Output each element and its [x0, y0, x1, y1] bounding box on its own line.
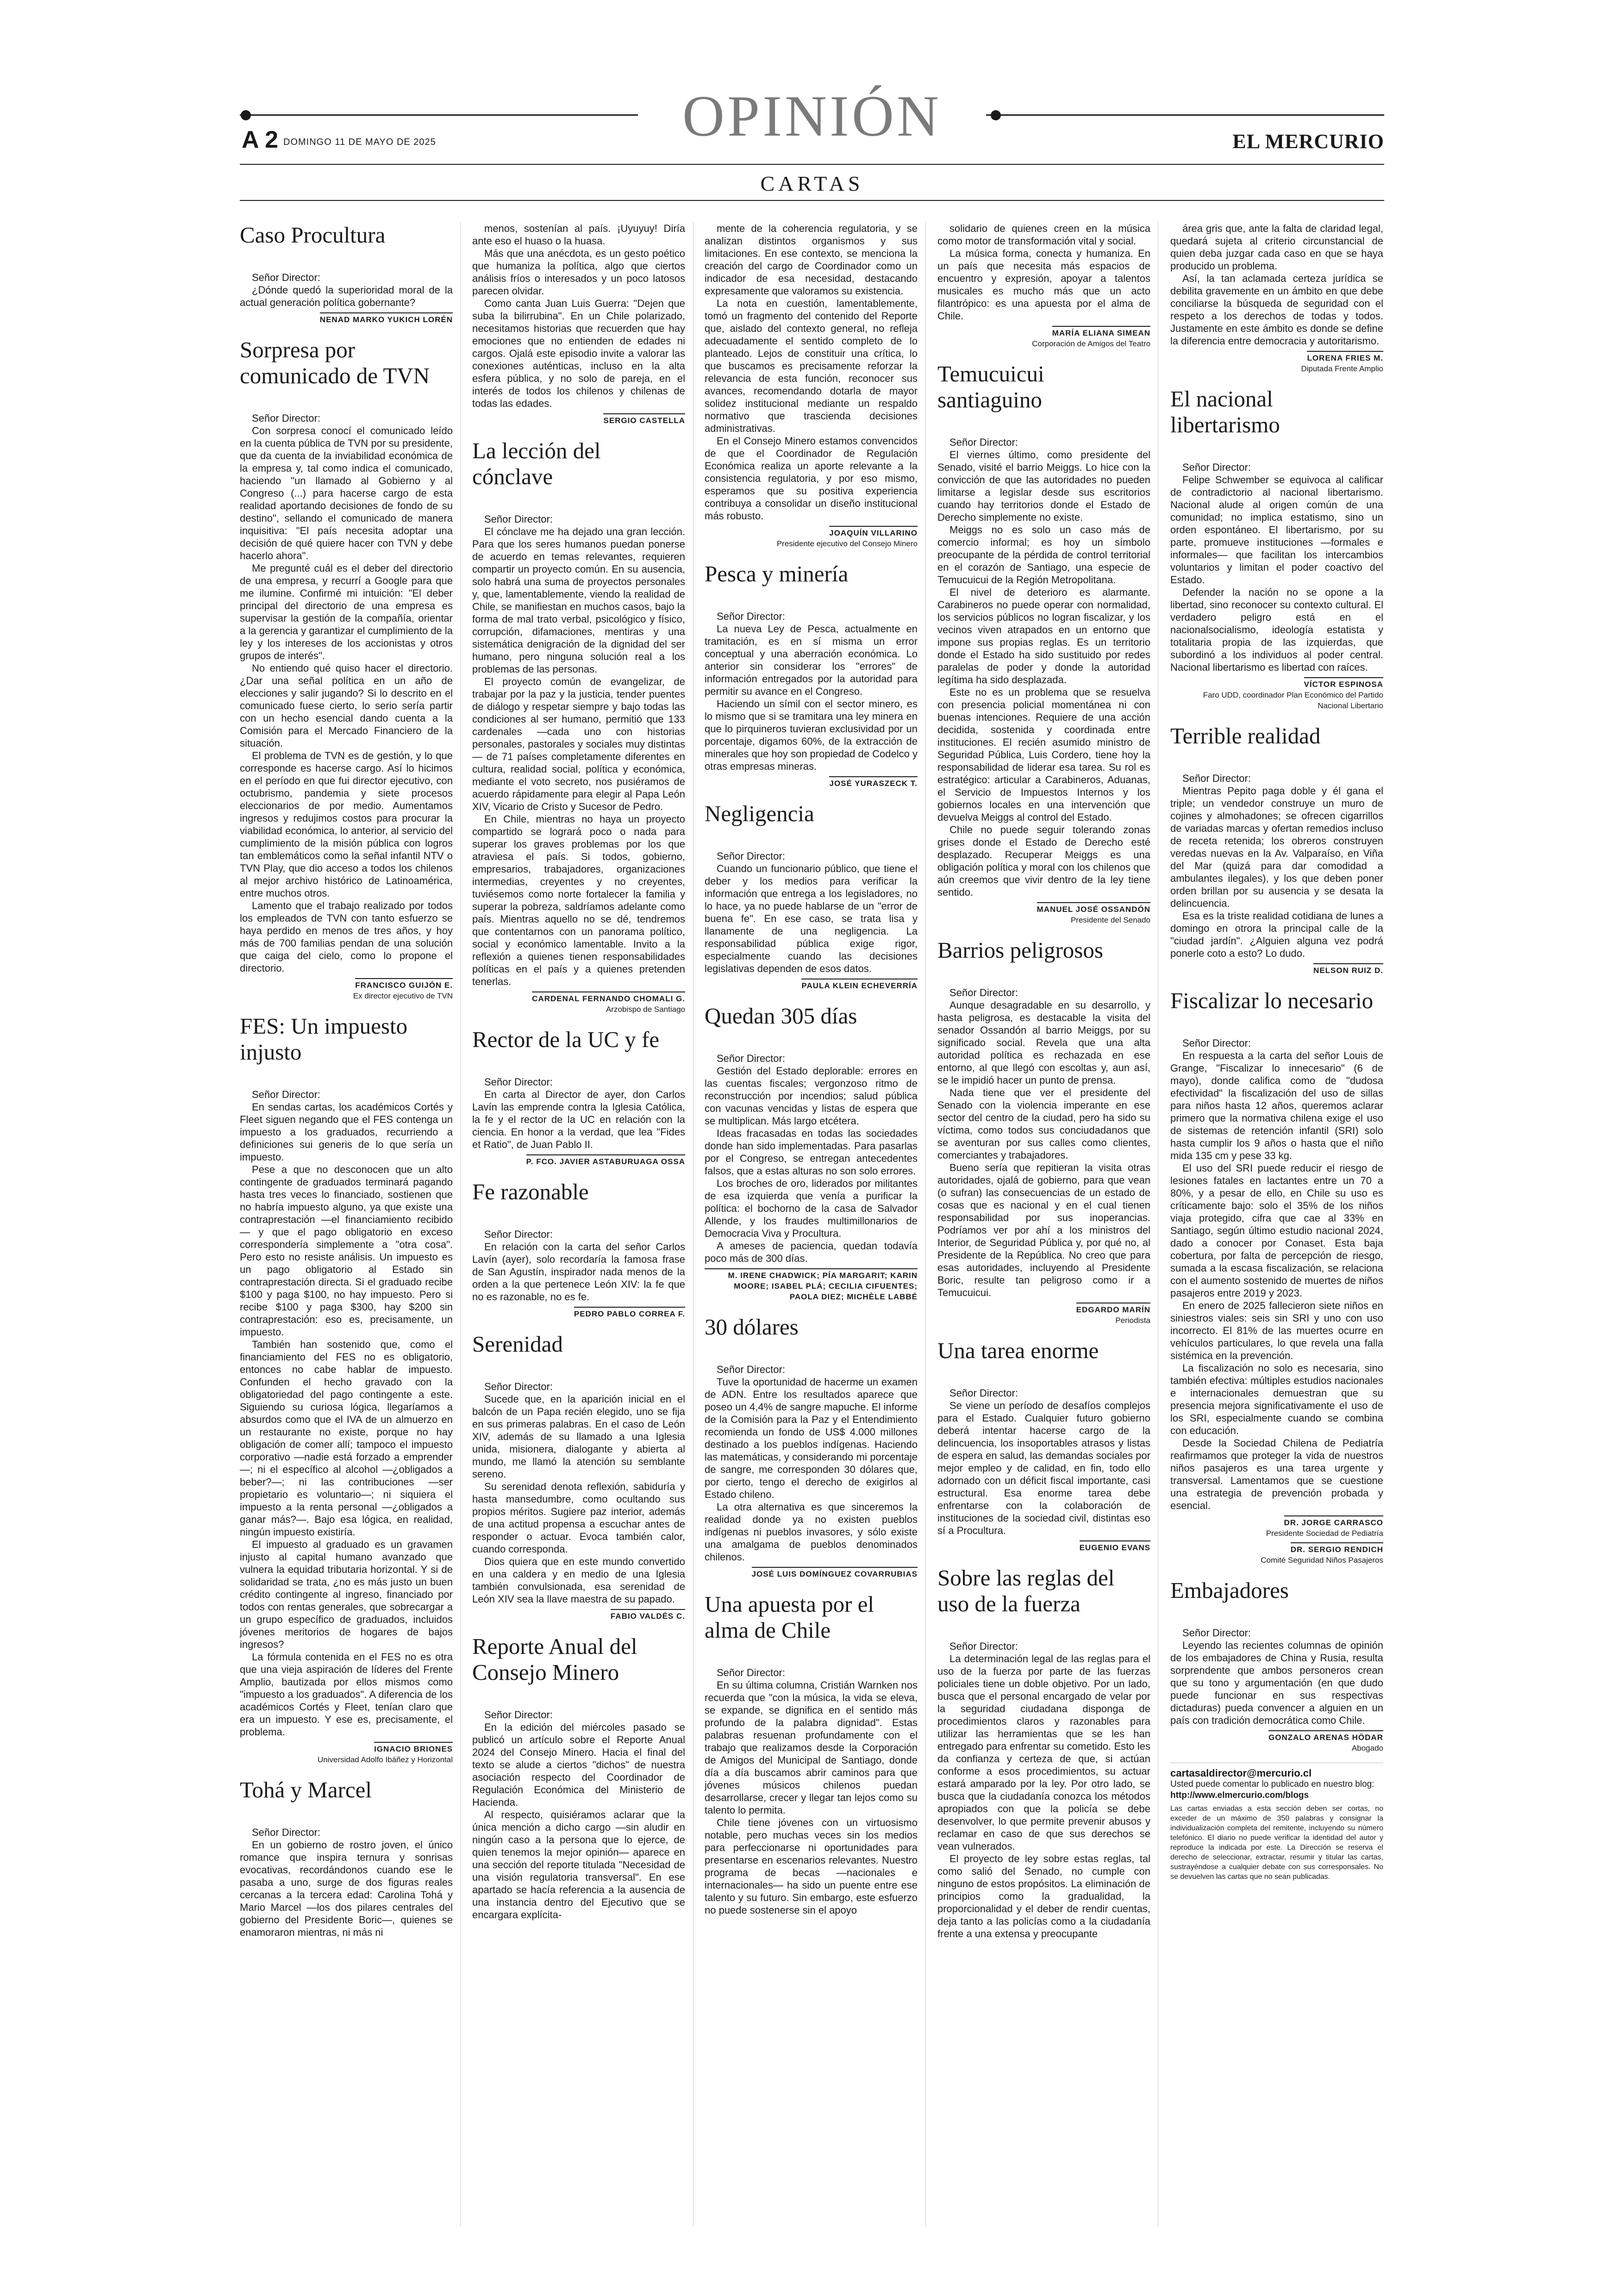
letter-signature: NENAD MARKO YUKICH LORÉN	[320, 312, 453, 325]
letter-signature-role: Periodista	[1115, 1316, 1150, 1325]
letter-paragraph: Chile tiene jóvenes con un virtuosismo notable, pero muchas veces sin los medios para perfeccionarse ni oportunidades para presentarse en escenarios relevantes. Nuestro programa de becas —nacionales e internacionales— ha sido un puente entre ese talento y su futuro. Sin embargo, este esfuerzo no puede sostenerse sin el apoyo	[705, 1817, 918, 1916]
letter-paragraph: El proyecto de ley sobre estas reglas, tal como salió del Senado, no cumple con ninguno de estos propósitos. La eliminación de principios como la gradualidad, la proporcionalidad y el deber de rendir cuentas, deja tanto a las policías como a la ciudadanía frente a una extensa y preocupante	[937, 1853, 1150, 1940]
subsection-rule-bottom	[240, 200, 1384, 201]
letter-signature-block	[937, 1303, 1150, 1326]
letter-salutation: Señor Director:	[1182, 773, 1251, 784]
letter-signature: EDGARDO MARÍN	[1076, 1303, 1150, 1315]
subsection-rule-top	[240, 164, 1384, 165]
letter	[937, 1565, 1150, 1940]
letter-title: Reporte Anual del Consejo Minero	[472, 1634, 637, 1685]
letter-paragraph: En Chile, mientras no haya un proyecto compartido se logrará poco o nada para superar los graves problemas por los que atraviesa el país. Si todos, gobierno, empresarios, trabajadores, organizaciones intermedias, creyentes y no creyentes, tuviésemos como norte fortalecer la familia y superar la pobreza, saldríamos adelante como país. Mientras aquello no se dé, tendremos que contentarnos con un panorama político, social y económico lamentable. Invito a la reflexión a quienes tienen responsabilidades políticas en el país y a quienes pretenden tenerlas.	[472, 813, 685, 987]
letter-signature-block	[472, 1307, 685, 1319]
letter-signature-block	[705, 776, 918, 789]
header-rule-right	[986, 114, 1384, 116]
letter-title: Sobre las reglas del uso de la fuerza	[937, 1565, 1115, 1616]
letter-title: Quedan 305 días	[705, 1003, 857, 1029]
letter-paragraph: El cónclave me ha dejado una gran lección. Para que los seres humanos puedan ponerse de acuerdo en temas relevantes, requieren compartir un proyecto común. En su ausencia, solo habrá una suma de proyectos personales y, que, lamentablemente, viendo la realidad de Chile, se manifiestan en muchos casos, bajo la forma de mal trato verbal, psicológico y físico, corrupción, difamaciones, mentiras y una sistemática denigración de la dignidad del ser humano, pero ninguna solución real a los problemas de las personas.	[472, 526, 685, 675]
letter-paragraph: El viernes último, como presidente del Senado, visité el barrio Meiggs. Lo hice con la convicción de que las autoridades no pueden limitarse a legislar desde sus escritorios cuando hay territorios donde el Estado de Derecho simplemente no existe.	[937, 449, 1150, 523]
contact-email[interactable]: cartasaldirector@mercurio.cl	[1170, 1767, 1312, 1779]
issue-date: DOMINGO 11 DE MAYO DE 2025	[283, 137, 436, 147]
letter-salutation: Señor Director:	[717, 611, 785, 622]
letter-paragraph: La fiscalización no solo es necesaria, sino también efectiva: múltiples estudios nacionales e internacionales demuestran que su presencia mejora significativamente el uso de los SRI, especialmente cuando se combina con educación.	[1170, 1362, 1383, 1436]
letter	[240, 1777, 453, 1939]
letter-signature-role: Presidente Sociedad de Pediatría	[1266, 1529, 1383, 1538]
letter	[472, 222, 685, 426]
letter-paragraph: El nivel de deterioro es alarmante. Carabineros no puede operar con normalidad, los servicios públicos no logran fiscalizar, y los vecinos viven atrapados en un entorno que impone sus propias reglas. Es un territorio donde el Estado ha sido sustituido por redes paralelas de poder y donde la autoridad legítima ha sido desplazada.	[937, 586, 1150, 686]
page-number: A 2	[242, 126, 278, 153]
letter-paragraph: En enero de 2025 fallecieron siete niños en siniestros viales: seis sin SRI y uno con uso incorrecto. El 81% de las muertes ocurre en vehículos particulares, lo que revela una falla sistémica en la prevención.	[1170, 1300, 1383, 1361]
letter	[705, 561, 918, 789]
letter-signature: JOSÉ YURASZECK T.	[829, 776, 918, 789]
letter-paragraph: En sendas cartas, los académicos Cortés y Fleet siguen negando que el FES contenga un impuesto a los graduados, recurriendo a definiciones sui generis de lo que sería un impuesto.	[240, 1101, 453, 1163]
letter-signature: LORENA FRIES M.	[1307, 351, 1383, 363]
letter-title: Tohá y Marcel	[240, 1777, 372, 1802]
letter	[240, 222, 453, 325]
letter-signature: P. FCO. JAVIER ASTABURUAGA OSSA	[526, 1154, 685, 1167]
letter-signature-block	[705, 1268, 918, 1302]
letter-paragraph: Defender la nación no se opone a la libertad, sino reconocer su contexto cultural. El verdadero peligro está en el nacionalsocialismo, ideología estatista y totalitaria propia de las izquierdas, que subordinó a los individuos al poder central. Nacional libertarismo es libertad con raíces.	[1170, 586, 1383, 673]
column-divider	[925, 222, 926, 2226]
letter-paragraph: La fórmula contenida en el FES no es otra que una vieja aspiración de líderes del Frente Amplio, bautizada por ellos mismos como "impuesto a los graduados". A diferencia de los académicos Cortés y Fleet, tenían claro que era un impuesto. Y ese es, precisamente, el problema.	[240, 1651, 453, 1738]
letter-signature: FABIO VALDÉS C.	[611, 1609, 685, 1621]
letter-paragraph: Se viene un período de desafíos complejos para el Estado. Cualquier futuro gobierno deberá intentar hacerse cargo de la delincuencia, los insoportables atrasos y listas de espera en salud, las demandas sociales por mejor empleo y de calidad, en fin, todo ello adornado con un déficit fiscal importante, casi estructural. Esa enorme tarea debe enfrentarse con la colaboración de instituciones de la sociedad civil, distintas eso sí a Procultura.	[937, 1400, 1150, 1536]
letter-paragraph: En carta al Director de ayer, don Carlos Lavín las emprende contra la Iglesia Católica, la fe y el rector de la UC en relación con la ciencia. En honor a la verdad, que lea "Fides et Ratio", de Juan Pablo II.	[472, 1089, 685, 1150]
letter-paragraph: solidario de quienes creen en la música como motor de transformación vital y social.	[937, 223, 1150, 247]
letter-title: Sorpresa por comunicado de TVN	[240, 337, 430, 388]
letter-salutation: Señor Director:	[252, 1089, 320, 1100]
letter	[472, 438, 685, 1015]
letter	[705, 1314, 918, 1579]
letter-signature-block	[937, 326, 1150, 349]
letter-signature-role: Corporación de Amigos del Teatro	[1032, 339, 1150, 348]
letter	[705, 222, 918, 549]
letter-salutation: Señor Director:	[252, 412, 320, 424]
letter-signature: CARDENAL FERNANDO CHOMALI G.	[532, 992, 685, 1004]
letter	[1170, 386, 1383, 711]
contact-blog-line: Usted puede comentar lo publicado en nuestro blog:	[1170, 1779, 1374, 1789]
letter-signature-block	[1170, 351, 1383, 374]
letter-title: Pesca y minería	[705, 561, 849, 586]
subsection-title: CARTAS	[760, 172, 864, 195]
header-dot-right	[991, 110, 1001, 120]
letter-signature-block	[1170, 1515, 1383, 1539]
contact-box	[1170, 1763, 1383, 1882]
letter-paragraph: Aunque desagradable en su desarrollo, y hasta peligrosa, es destacable la visita del senador Ossandón al barrio Meiggs, por su significado social. Revela que una alta autoridad política es rechazada en ese entorno, al que llegó con escoltas y, aun así, se le impidió hacer un punto de prensa.	[937, 999, 1150, 1086]
section-title: OPINIÓN	[682, 84, 942, 149]
letter	[240, 1013, 453, 1765]
letter-paragraph: ¿Dónde quedó la superioridad moral de la actual generación política gobernante?	[240, 284, 453, 308]
letter-salutation: Señor Director:	[484, 513, 553, 525]
letter	[1170, 222, 1383, 374]
letter-title: Una apuesta por el alma de Chile	[705, 1591, 874, 1643]
letter-signature-role: Comité Seguridad Niños Pasajeros	[1261, 1556, 1383, 1565]
letter-signature-block	[472, 1609, 685, 1621]
letter-salutation: Señor Director:	[949, 437, 1018, 448]
letter-salutation: Señor Director:	[949, 1387, 1018, 1399]
column-divider	[460, 222, 461, 2226]
letter-title: Terrible realidad	[1170, 723, 1321, 748]
letter-signature: SERGIO CASTELLA	[603, 413, 685, 426]
letter-paragraph: La música forma, conecta y humaniza. En un país que necesita más espacios de encuentro y expresión, apoyar a talentos musicales es mucho más que un acto filantrópico: es una apuesta por el alma de Chile.	[937, 248, 1150, 322]
letter-paragraph: Su serenidad denota reflexión, sabiduría y hasta mansedumbre, como ocultando sus propios méritos. Sugiere paz interior, además de una actitud propensa a escuchar antes de responder o actuar. Evoca también calor, cuando corresponda.	[472, 1481, 685, 1555]
letter-title: Temucuicui santiaguino	[937, 361, 1044, 412]
letter-paragraph: Con sorpresa conocí el comunicado leído en la cuenta pública de TVN por su presidente, que da cuenta de la inviabilidad económica de la empresa y, tal como indica el comunicado, haciendo "un llamado al Gobierno y al Congreso (...) para hacerse cargo de esta realidad aportando decisiones de fondo de su destino", sellando el comunicado de manera inquisitiva: "El país necesita adoptar una decisión de qué quiere hacer con TVN y debe hacerlo ahora".	[240, 425, 453, 561]
letter	[472, 1634, 685, 1921]
letter-signature-block	[705, 526, 918, 549]
letter-title: Serenidad	[472, 1331, 563, 1357]
letter-signature-block	[937, 1540, 1150, 1553]
letter-title: FES: Un impuesto injusto	[240, 1013, 408, 1065]
letter-paragraph: La otra alternativa es que sinceremos la realidad donde ya no existen pueblos indígenas ni pueblos invasores, y sólo existe una amalgama de pueblos denominados chilenos.	[705, 1501, 918, 1563]
letter-signature-role: Presidente ejecutivo del Consejo Minero	[776, 539, 918, 548]
letter-signature: GONZALO ARENAS HÖDAR	[1268, 1730, 1383, 1743]
letter-paragraph: Felipe Schwember se equivoca al calificar de contradictorio al nacional libertarismo. Nacional alude al origen común de una comunidad; no implica estatismo, sino un orden espontáneo. El libertarismo, por su parte, promueve instituciones —formales e informales— que facilitan los intercambios voluntarios y limitan el poder coactivo del Estado.	[1170, 474, 1383, 586]
letter-signature-block	[472, 992, 685, 1015]
letter-salutation: Señor Director:	[1182, 1037, 1251, 1049]
letter-salutation: Señor Director:	[484, 1229, 553, 1240]
letter-paragraph: Pese a que no desconocen que un alto contingente de graduados terminará pagando hasta tres veces lo financiado, sostienen que no habría impuesto alguno, ya que existe una contraprestación —el financiamiento recibido— y que el pago obligatorio en exceso correspondería simplemente a "otra cosa". Pero esto no resiste análisis. Un impuesto es un pago obligatorio al Estado sin contraprestación directa. Si el graduado recibe $100 y paga $100, no hay impuesto. Pero si recibe $100 y paga $300, hay $200 sin contraprestación: eso es, precisamente, un impuesto.	[240, 1164, 453, 1338]
letter-signature-role: Universidad Adolfo Ibáñez y Horizontal	[318, 1755, 453, 1764]
letter-paragraph: Mientras Pepito paga doble y él gana el triple; un vendedor construye un muro de cojines y almohadones; se ofrecen cigarrillos de variadas marcas y ofertan remedios incluso de receta retenida; los obreros construyen veredas nuevas en la Av. Valparaíso, en Viña del Mar (quizá para dar comodidad a ambulantes ilegales), y los que deben poner orden brillan por su ausencia y se desata la delincuencia.	[1170, 785, 1383, 909]
letter-signature-block	[1170, 1730, 1383, 1753]
letter	[937, 361, 1150, 925]
letter-paragraph: mente de la coherencia regulatoria, y se analizan distintos organismos y sus limitaciones. En ese contexto, se menciona la creación del cargo de Coordinador como un indicador de esa necesidad, destacando expresamente que valoramos su existencia.	[705, 223, 918, 297]
letter-paragraph: Al respecto, quisiéramos aclarar que la única mención a dicho cargo —sin aludir en ningún caso a la persona que lo ejerce, de quien tenemos la mejor opinión— aparece en una sección del reporte titulada "Necesidad de una visión regulatoria transversal". En ese apartado se hacía referencia a la ausencia de una instancia dentro del Ejecutivo que se encargara explícita-	[472, 1809, 685, 1921]
letter-salutation: Señor Director:	[484, 1709, 553, 1721]
letter-paragraph: Haciendo un símil con el sector minero, es lo mismo que si se tramitara una ley minera en que lo pirquineros tuvieran exclusividad por un porcentaje, digamos 60%, de la extracción de minerales que hoy son propiedad de Codelco y otras empresas mineras.	[705, 698, 918, 772]
letter-title: Fe razonable	[472, 1179, 589, 1204]
letter-paragraph: Como canta Juan Luis Guerra: "Dejen que suba la bilirrubina". En un Chile polarizado, necesitamos historias que recuerden que hay emociones que no entienden de edades ni cargos. Ojalá este episodio invite a valorar las conexiones auténticas, incluso en la alta esfera pública, y no solo de pareja, en el interés de todos los chilenos y chilenas de todas las edades.	[472, 298, 685, 409]
letter-signature-role: Faro UDD, coordinador Plan Económico del Partido Nacional Libertario	[1203, 691, 1383, 710]
letter-paragraph: Ideas fracasadas en todas las sociedades donde han sido implementadas. Para pasarlas por el Congreso, se entregan antecedentes falsos, que a estas alturas no son solo errores.	[705, 1128, 918, 1177]
letter-paragraph: Chile no puede seguir tolerando zonas grises donde el Estado de Derecho esté desplazado. Recuperar Meiggs es una obligación política y moral con los chilenos que aún creemos que vivir dentro de la ley tiene sentido.	[937, 824, 1150, 898]
column-4	[937, 222, 1150, 1949]
letter-signature-block	[937, 902, 1150, 925]
letter-signature-role: Arzobispo de Santiago	[606, 1005, 685, 1014]
letter-salutation: Señor Director:	[949, 1640, 1018, 1652]
letter	[937, 1338, 1150, 1553]
letter	[472, 1027, 685, 1167]
letter-paragraph: En relación con la carta del señor Carlos Lavín (ayer), solo recordaría la famosa frase de San Agustín, inspirador nada menos de la orden a la que pertenece León XIV: la fe que no es razonable, no es fe.	[472, 1241, 685, 1303]
letter-title: Caso Procultura	[240, 222, 386, 248]
letter-signature-block	[705, 979, 918, 991]
letter-paragraph: Los broches de oro, liderados por militantes de esa izquierda que venía a purificar la política: el bochorno de la casa de Salvador Allende, y los fraudes multimillonarios de Democracia Viva y Procultura.	[705, 1178, 918, 1239]
letter-paragraph: El impuesto al graduado es un gravamen injusto al capital humano avanzado que vulnera la equidad tributaria horizontal. Y si de solidaridad se trata, ¿no es más justo un buen crédito contingente al ingreso, financiado por todos con rentas generales, que sobrecargar a un grupo específico de graduados, incluidos jóvenes meritorios de hogares de bajos ingresos?	[240, 1539, 453, 1650]
letter-salutation: Señor Director:	[949, 987, 1018, 998]
letter-title: 30 dólares	[705, 1314, 799, 1340]
letter	[705, 1591, 918, 1916]
letter	[705, 1003, 918, 1302]
letter-signature-block	[240, 1742, 453, 1765]
letter-signature-block	[1170, 1542, 1383, 1565]
letter-signature: DR. SERGIO RENDICH	[1291, 1542, 1383, 1555]
letter-paragraph: En la edición del miércoles pasado se publicó un artículo sobre el Reporte Anual 2024 del Consejo Minero. Hacia el final del texto se alude a ciertos "dichos" de nuestra asociación respecto del Coordinador de Regulación Económica del Ministerio de Hacienda.	[472, 1721, 685, 1808]
letter-paragraph: La nueva Ley de Pesca, actualmente en tramitación, es en sí misma un error conceptual y una aberración económica. Lo anterior sin considerar los "errores" de información entregados por la autoridad para permitir su avance en el Congreso.	[705, 623, 918, 697]
letter-signature: PEDRO PABLO CORREA F.	[574, 1307, 685, 1319]
letter-paragraph: En respuesta a la carta del señor Louis de Grange, "Fiscalizar lo innecesario" (6 de mayo), donde califica como de "dudosa efectividad" la fiscalización del uso de sillas para niños hasta 12 años, queremos aclarar primero que la normativa chilena exige el uso de sistemas de retención infantil (SRI) solo hasta cumplir los 9 años o hasta que el niño mida 135 cm y pese 33 kg.	[1170, 1050, 1383, 1161]
letter-paragraph: Nada tiene que ver el presidente del Senado con la violencia imperante en ese sector del centro de la ciudad, pero ha sido su víctima, como todos sus conciudadanos que se aventuran por sus calles como clientes, comerciantes y trabajadores.	[937, 1087, 1150, 1161]
letter-paragraph: No entiendo qué quiso hacer el directorio. ¿Dar una señal política en un año de elecciones y salir jugando? Si lo descrito en el comunicado fuese cierto, lo serio sería partir con un hecho esencial dando cuenta a la Comisión para el Mercado Financiero de la situación.	[240, 662, 453, 749]
letter-paragraph: Este no es un problema que se resuelva con presencia policial momentánea ni con buenas intenciones. Requiere de una acción decidida, sostenida y coordinada entre instituciones. El recién asumido ministro de Seguridad Pública, Luis Cordero, tiene hoy la responsabilidad de liderar esa tarea. Su rol es estratégico: articular a Carabineros, Aduanas, el Servicio de Impuestos Internos y los gobiernos locales en una intervención que devuelva Meiggs al control del Estado.	[937, 686, 1150, 823]
letter-salutation: Señor Director:	[717, 1364, 785, 1375]
letter	[937, 937, 1150, 1326]
column-2	[472, 222, 685, 1930]
letter-signature-block	[240, 978, 453, 1001]
contact-fine-print: Las cartas enviadas a esta sección deben ser cortas, no exceder de un máximo de 350 palabras y consignar la individualización completa del remitente, incluyendo su número telefónico. El diario no puede verificar la identidad del autor y reproduce la indicada por este. La Dirección se reserva el derecho de seleccionar, extractar, resumir y titular las cartas, sustrayéndose a cualquier debate con sus corresponsales. No se devuelven las cartas que no sean publicadas.	[1170, 1805, 1383, 1881]
letter-paragraph: A ameses de paciencia, quedan todavía poco más de 300 días.	[705, 1240, 918, 1264]
letter-paragraph: Más que una anécdota, es un gesto poético que humaniza la política, algo que ciertos análisis fríos o interesados y un poco latosos parecen olvidar.	[472, 248, 685, 297]
letter-salutation: Señor Director:	[1182, 461, 1251, 473]
letter-paragraph: Sucede que, en la aparición inicial en el balcón de un Papa recién elegido, uno se fija en sus primeras palabras. En el caso de León XIV, además de su llamado a una Iglesia unida, misionera, dialogante y abierta al mundo, me llamó la atención su semblante sereno.	[472, 1393, 685, 1480]
column-1	[240, 222, 453, 1948]
letter-paragraph: Lamento que el trabajo realizado por todos los empleados de TVN con tanto esfuerzo se haya perdido en menos de tres años, y hoy más de 700 familias pendan de una solución que caiga del cielo, como lo propone el directorio.	[240, 900, 453, 974]
letter-title: Embajadores	[1170, 1578, 1289, 1603]
letter-paragraph: En el Consejo Minero estamos convencidos de que el Coordinador de Regulación Económica realiza un aporte relevante a la consistencia regulatoria, y por eso mismo, esperamos que su positiva experiencia contribuya a consolidar un diseño institucional más robusto.	[705, 435, 918, 522]
letter-paragraph: Cuando un funcionario público, que tiene el deber y los medios para verificar la información que entrega a los legisladores, no lo hace, ya no puede hablarse de un "error de buena fe". En ese caso, se trata lisa y llanamente de una negligencia. La responsabilidad pública exige rigor, especialmente cuando las decisiones legislativas dependen de esos datos.	[705, 863, 918, 974]
letter-paragraph: Leyendo las recientes columnas de opinión de los embajadores de China y Rusia, resulta sorprendente que ambos personeros crean que su tono y argumentación (en que dudo puede funcionar en sus respectivas dictaduras) pueda convencer a alguien en un país con tradición democrática como Chile.	[1170, 1640, 1383, 1726]
letter	[472, 1179, 685, 1319]
letter-signature-role: Abogado	[1351, 1744, 1383, 1752]
letter-signature: JOSÉ LUIS DOMÍNGUEZ COVARRUBIAS	[752, 1567, 918, 1579]
letter-paragraph: Dios quiera que en este mundo convertido en una caldera y en medio de una Iglesia también convulsionada, esa serenidad de León XIV sea la llave maestra de su papado.	[472, 1556, 685, 1605]
newspaper-brand: EL MERCURIO	[1232, 130, 1384, 153]
letter-paragraph: Meiggs no es solo un caso más de comercio informal; es hoy un símbolo preocupante de la pérdida de control territorial en el corazón de Santiago, una especie de Temucuicui de la Región Metropolitana.	[937, 524, 1150, 586]
letter-paragraph: Bueno sería que repitieran la visita otras autoridades, ojalá de gobierno, para que vean (o sufran) las consecuencias de un estado de cosas que es nacional y en el cual tienen responsabilidad por sus inoperancias. Podríamos ver por ahí a los ministros del Interior, de Seguridad Pública y, por qué no, al Presidente de la República. No creo que para esas autoridades, incluyendo al Presidente Boric, resulte tan peligroso como ir a Temucuicui.	[937, 1162, 1150, 1298]
column-5	[1170, 222, 1383, 1882]
letter-salutation: Señor Director:	[717, 850, 785, 862]
letter	[705, 801, 918, 991]
letter-signature: MANUEL JOSÉ OSSANDÓN	[1037, 902, 1150, 915]
letter-paragraph: El problema de TVN es de gestión, y lo que corresponde es hacerse cargo. Así lo hicimos en el período en que fui director ejecutivo, con octubrismo, pandemia y siete procesos eleccionarios de por medio. Aumentamos ingresos y redujimos costos para procurar la viabilidad económica, lo anterior, al servicio del cumplimiento de la misión pública con logros tan emblemáticos como la señal infantil NTV o TVN Play, que dio acceso a todos los chilenos al mejor archivo histórico de Latinoamérica, entre muchos otros.	[240, 750, 453, 899]
letter-signature: EUGENIO EVANS	[1080, 1540, 1150, 1553]
letter-salutation: Señor Director:	[252, 1827, 320, 1838]
letter-paragraph: Así, la tan aclamada certeza jurídica se debilita gravemente en un ámbito en que debe conciliarse la búsqueda de seguridad con el respeto a los derechos de todas y todos. Justamente en este ámbito es donde se define la diferencia entre democracia y autoritarismo.	[1170, 273, 1383, 347]
letter-paragraph: área gris que, ante la falta de claridad legal, quedará sujeta al criterio circunstancial de quien deba juzgar cada caso en que se haya producido un problema.	[1170, 223, 1383, 272]
letter	[472, 1331, 685, 1621]
letter-title: Una tarea enorme	[937, 1338, 1099, 1363]
contact-blog-link[interactable]: http://www.elmercurio.com/blogs	[1170, 1790, 1309, 1800]
letter-signature-block	[472, 413, 685, 426]
letter-signature: FRANCISCO GUIJÓN E.	[355, 978, 453, 991]
letter-signature: JOAQUÍN VILLARINO	[829, 526, 918, 538]
letter	[1170, 988, 1383, 1565]
letter-salutation: Señor Director:	[717, 1053, 785, 1064]
letter-signature: DR. JORGE CARRASCO	[1284, 1515, 1383, 1528]
letter-signature-block	[240, 312, 453, 325]
letter-paragraph: menos, sostenían al país. ¡Uyuyuy! Diría ante eso el huaso o la huasa.	[472, 223, 685, 247]
letter-paragraph: La determinación legal de las reglas para el uso de la fuerza por parte de las fuerzas policiales tiene un doble objetivo. Por un lado, busca que el personal encargado de velar por la seguridad ciudadana disponga de procedimientos claros y razonables para utilizar las herramientas que se les han entregado para enfrentar su cometido. Esto les da confianza y certeza de que, si actúan conforme a esos procedimientos, su actuar estará amparado por la ley. Por otro lado, se busca que la ciudadanía conozca los métodos apropiados con que la policía se debe desenvolver, lo que permite prevenir abusos y reclamar en caso de que sus derechos se vean vulnerados.	[937, 1653, 1150, 1852]
letter-paragraph: También han sostenido que, como el financiamiento del FES no es obligatorio, entonces no cabe hablar de impuesto. Confunden el hecho gravado con la obligatoriedad del pago contingente a este. Siguiendo su curiosa lógica, llegaríamos a absurdos como que el IVA de un almuerzo en un restaurante no existe, porque no hay obligación de comer allí; tampoco el impuesto corporativo —nadie está forzado a emprender—; ni el específico al alcohol —¿obligados a beber?—; ni las contribuciones —ser propietario es voluntario—; ni siquiera el impuesto a la renta personal —¿obligados a ganar más?—. Bajo esa lógica, en realidad, ningún impuesto existiría.	[240, 1339, 453, 1538]
letter	[1170, 1578, 1383, 1753]
letter-signature-role: Ex director ejecutivo de TVN	[353, 992, 453, 1000]
letter	[1170, 723, 1383, 976]
header-dot-left	[241, 110, 251, 120]
letter-signature: PAULA KLEIN ECHEVERRÍA	[801, 979, 918, 991]
letter-paragraph: Gestión del Estado deplorable: errores en las cuentas fiscales; vergonzoso ritmo de reconstrucción por incendios; salud pública con vacunas vencidas y listas de espera que se multiplican. Más largo etcétera.	[705, 1065, 918, 1127]
letter-title: Negligencia	[705, 801, 814, 826]
letter-signature-block	[1170, 677, 1383, 711]
letter-title: Barrios peligrosos	[937, 937, 1103, 963]
letter-paragraph: En su última columna, Cristián Warnken nos recuerda que "con la música, la vida se eleva, se expande, se dignifica en el sentido más profundo de la palabra dignidad". Estas palabras resuenan profundamente con el trabajo que realizamos desde la Corporación de Amigos del Municipal de Santiago, donde día a día buscamos abrir caminos para que jóvenes músicos chilenos puedan desarrollarse, crecer y llegar tan lejos como su talento lo permita.	[705, 1679, 918, 1816]
letter-signature-block	[1170, 963, 1383, 976]
letter-paragraph: Me pregunté cuál es el deber del directorio de una empresa, y recurrí a Google para que me ilumine. Confirmé mi intuición: "El deber principal del directorio de una empresa es supervisar la gestión de la compañía, orientar a la gerencia y garantizar el cumplimiento de la ley y los intereses de los accionistas y otros grupos de interés".	[240, 562, 453, 661]
column-3	[705, 222, 918, 1926]
letter-salutation: Señor Director:	[1182, 1627, 1251, 1639]
letter-signature: VÍCTOR ESPINOSA	[1304, 677, 1384, 690]
letter-salutation: Señor Director:	[252, 272, 320, 283]
letter-title: La lección del cónclave	[472, 438, 601, 489]
letter-salutation: Señor Director:	[484, 1076, 553, 1088]
letter-signature-block	[472, 1154, 685, 1167]
letter-signature-role: Diputada Frente Amplio	[1301, 364, 1383, 373]
letter-paragraph: Desde la Sociedad Chilena de Pediatría reafirmamos que proteger la vida de nuestros niños pasajeros es una tarea urgente y transversal. Lamentamos que se cuestione una estrategia de prevención probada y esencial.	[1170, 1437, 1383, 1511]
letter-salutation: Señor Director:	[717, 1667, 785, 1678]
letter-paragraph: Esa es la triste realidad cotidiana de lunes a domingo en otrora la principal calle de la "ciudad jardín". ¿Alguien alguna vez podrá ponerle coto a esto? Lo dudo.	[1170, 910, 1383, 959]
letter	[937, 222, 1150, 349]
letter-title: Rector de la UC y fe	[472, 1027, 660, 1052]
letter-salutation: Señor Director:	[484, 1381, 553, 1392]
letter-signature: M. IRENE CHADWICK; PÍA MARGARIT; KARIN MOORE; ISABEL PLÁ; CECILIA CIFUENTES; PAOLA DIEZ; MICHÈLE LABBÉ	[705, 1268, 918, 1302]
letter-signature: IGNACIO BRIONES	[374, 1742, 453, 1754]
letter-title: Fiscalizar lo necesario	[1170, 988, 1374, 1013]
letter-title: El nacional libertarismo	[1170, 386, 1280, 437]
letter-signature-block	[705, 1567, 918, 1579]
letter-signature: MARÍA ELIANA SIMEAN	[1052, 326, 1150, 338]
letter-paragraph: Tuve la oportunidad de hacerme un examen de ADN. Entre los resultados aparece que poseo un 4,4% de sangre mapuche. El informe de la Comisión para la Paz y el Entendimiento recomienda un fondo de US$ 4.000 millones destinado a los pueblos indígenas. Haciendo las matemáticas, y considerando mi porcentaje de sangre, me corresponden 30 dólares que, por cierto, tengo el derecho de exigirlos al Estado chileno.	[705, 1376, 918, 1500]
header-rule-left	[240, 114, 638, 116]
letter	[240, 337, 453, 1001]
letter-paragraph: En un gobierno de rostro joven, el único romance que inspira ternura y sonrisas evocativas, recordándonos cuando ese le pasaba a uno, surge de dos figuras reales cercanas a la tercera edad: Carolina Tohá y Mario Marcel —los dos pilares centrales del gobierno del Presidente Boric—, quienes se enamoraron mientras, ni más ni	[240, 1839, 453, 1938]
letter-paragraph: El uso del SRI puede reducir el riesgo de lesiones fatales en lactantes entre un 70 a 80%, y a pesar de ello, en Chile su uso es críticamente bajo: solo el 35% de los niños viaja protegido, cifra que cae al 33% en Santiago, según último estudio nacional 2024, dado a conocer por Conaset. Esta baja cobertura, por falta de percepción de riesgo, sumada a la escasa fiscalización, se relaciona con el aumento sostenido de muertes de niños pasajeros entre 2019 y 2023.	[1170, 1162, 1383, 1299]
letter-paragraph: El proyecto común de evangelizar, de trabajar por la paz y la justicia, tender puentes de diálogo y respetar siempre y bajo todas las condiciones al ser humano, permitió que 133 cardenales —cada uno con historias personales, pastorales y sociales muy distintas— de 71 países completamente diferentes en cultura, realidad social, política y económica, mediante el voto secreto, nos pusiéramos de acuerdo rápidamente para elegir al Papa León XIV, Vicario de Cristo y Sucesor de Pedro.	[472, 676, 685, 812]
letter-signature: NELSON RUIZ D.	[1313, 963, 1383, 976]
letter-paragraph: La nota en cuestión, lamentablemente, tomó un fragmento del contenido del Reporte que, aislado del contexto general, no refleja adecuadamente el sentido completo de lo planteado. Lejos de constituir una crítica, lo que buscamos es precisamente reforzar la relevancia de esta función, reconocer sus avances, recomendando dotarla de mayor solidez institucional mediante un respaldo normativo que trascienda decisiones administrativas.	[705, 298, 918, 434]
letter-signature-role: Presidente del Senado	[1070, 916, 1150, 924]
